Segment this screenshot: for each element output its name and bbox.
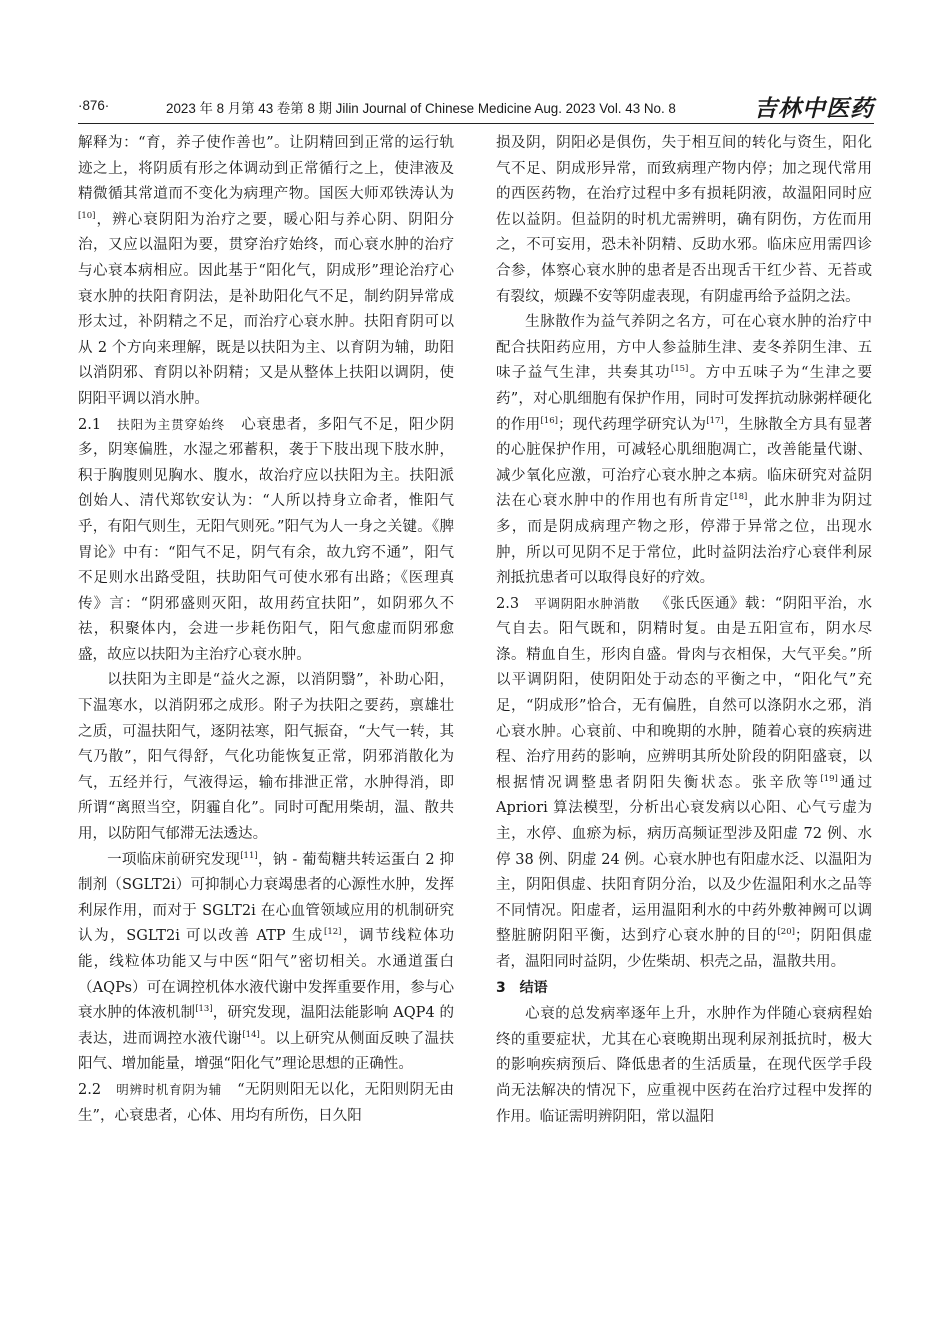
section-number: 2.3 [496, 594, 520, 612]
journal-logo: 吉林中医药 [754, 95, 874, 122]
section-title: 扶阳为主贯穿始终 [117, 416, 226, 432]
citation[interactable]: [13] [195, 1004, 213, 1015]
section-number: 2.1 [78, 415, 102, 433]
paragraph: 一项临床前研究发现[11]，钠 - 葡萄糖共转运蛋白 2 抑制剂（SGLT2i）可抑制心力衰竭患者的心源性水肿，发挥利尿作用，而对于 SGLT2i 在心血管领域应用的机制研究认为，SGLT2i 可以改善 ATP 生成[12]，调节线粒体功能，线粒体功能又与中医“阳气”密切相关。水通道蛋白（AQPs）可在调控机体水液代谢中发挥重要作用，参与心衰水肿的体液机制[13]，研究发现，温阳法能影响 AQP4 的表达，进而调控水液代谢[14]。以上研究从侧面反映了温扶阳气、增加能量，增强“阳化气”理论思想的正确性。 [78, 850, 455, 1073]
paragraph: 损及阴，阴阳必是俱伤，失于相互间的转化与资生，阳化气不足、阴成形异常，而致病理产物内停；加之现代常用的西医药物，在治疗过程中多有损耗阴液，故温阳同时应佐以益阴。但益阴的时机尤需辨明，确有阴伤，方佐而用之，不可妄用，恐未补阴精、反助水邪。临床应用需四诊合参，体察心衰水肿的患者是否出现舌干红少苔、无苔或有裂纹，烦躁不安等阴虚表现，有阴虚再给予益阴之法。 [496, 134, 872, 305]
section-2-1: 2.1 扶阳为主贯穿始终 心衰患者，多阳气不足，阳少阴多，阴寒偏胜，水湿之邪蓄积，袭于下肢出现下肢水肿，积于胸腹则见胸水、腹水，故治疗应以扶阳为主。扶阳派创始人、清代郑钦安认为：“人所以持身立命者，惟阳气乎，有阳气则生，无阳气则死。”阳气为人一身之关键。《脾胃论》中有：“阳气不足，阴气有余，故九窍不通”，阳气不足则水出路受阻，扶助阳气可使水邪有出路；《医理真传》言：“阴邪盛则灭阳，故用药宜扶阳”，如阴邪久不祛，积聚体内，会进一步耗伤阳气，阳气愈虚而阴邪愈盛，故应以扶阳为主治疗心衰水肿。 [78, 415, 455, 663]
journal-info: 2023 年 8 月第 43 卷第 8 期 Jilin Journal of Chinese Medicine Aug. 2023 Vol. 43 No. 8 [166, 101, 676, 116]
citation[interactable]: [20] [777, 927, 795, 938]
section-title: 平调阴阳水肿消散 [534, 595, 640, 611]
page-number: ·876· [78, 98, 110, 113]
citation[interactable]: [18] [729, 492, 748, 503]
section-2-3: 2.3 平调阴阳水肿消散 《张氏医通》载：“阴阳平治，水气自去。阳气既和，阴精时复。由是五阳宣布，阴水尽涤。精血自生，形肉自盛。骨肉与衣相保，大气平矣。”所以平调阴阳，使阴阳处于动态的平衡之中，“阳化气”充足，“阴成形”恰合，无有偏胜，自然可以涤阴水之邪，消心衰水肿。心衰前、中和晚期的水肿，随着心衰的疾病进程、治疗用药的影响，应辨明其所处阶段的阴阳盛衰，以根据情况调整患者阴阳失衡状态。张辛欣等[19]通过 Apriori 算法模型，分析出心衰发病以心阳、心气亏虚为主，水停、血瘀为标，病历高频证型涉及阳虚 72 例、水停 38 例、阴虚 24 例。心衰水肿也有阳虚水泛、以温阳为主，阴阳俱虚、扶阳育阴分治，以及少佐温阳利水之品等不同情况。阳虚者，运用温阳利水的中药外敷神阙可以调整脏腑阴阳平衡，达到疗心衰水肿的目的[20]；阴阳俱虚者，温阳同时益阴，少佐柴胡、枳壳之品，温散共用。 [496, 594, 873, 970]
section-title: 结语 [519, 979, 548, 996]
paragraph: 生脉散作为益气养阴之名方，可在心衰水肿的治疗中配合扶阳药应用，方中人参益肺生津、麦冬养阴生津、五味子益气生津，共奏其功[15]。方中五味子为“生津之要药”，对心肌细胞有保护作用，同时可发挥抗动脉粥样硬化的作用[16]；现代药理学研究认为[17]，生脉散全方具有显著的心脏保护作用，可减轻心肌细胞凋亡，改善能量代谢、减少氧化应激，可治疗心衰水肿之本病。临床研究对益阴法在心衰水肿中的作用也有所肯定[18]，此水肿非为阴过多，而是阴成病理产物之形，停滞于异常之位，出现水肿，所以可见阴不足于常位，此时益阴法治疗心衰伴利尿剂抵抗患者可以取得良好的疗效。 [496, 313, 873, 587]
citation[interactable]: [17] [706, 415, 724, 426]
citation[interactable]: [15] [670, 364, 689, 375]
citation[interactable]: [11] [240, 850, 258, 861]
citation[interactable]: [10] [78, 210, 96, 221]
page-header [78, 92, 874, 122]
section-title: 明辨时机育阴为辅 [116, 1081, 222, 1097]
section-number: 2.2 [78, 1080, 102, 1098]
header-rule [78, 123, 874, 124]
citation[interactable]: [14] [242, 1029, 260, 1040]
section-number: 3 [496, 979, 506, 996]
section-2-2: 2.2 明辨时机育阴为辅 “无阴则阳无以化，无阳则阴无由生”，心衰患者，心体、用均有所伤，日久阳 [78, 1080, 455, 1124]
citation[interactable]: [19] [820, 773, 838, 784]
paragraph: 心衰的总发病率逐年上升，水肿作为伴随心衰病程始终的重要症状，尤其在心衰晚期出现利尿剂抵抗时，极大的影响疾病预后、降低患者的生活质量，在现代医学手段尚无法解决的情况下，应重视中医药在治疗过程中发挥的作用。临证需明辨阴阳，常以温阳 [496, 1005, 872, 1125]
right-column [496, 130, 872, 1129]
left-column [78, 130, 454, 1128]
citation[interactable]: [12] [324, 927, 342, 938]
paragraph: 以扶阳为主即是“益火之源，以消阴翳”，补助心阳，下温寒水，以消阴邪之成形。附子为扶阳之要药，禀雄壮之质，可温扶阳气，逐阴祛寒，阳气振奋，“大气一转，其气乃散”，阳气得舒，气化功能恢复正常，阴邪消散化为气，五经并行，气液得运，输布排泄正常，水肿得消，即所谓“离照当空，阴霾自化”。同时可配用柴胡，温、散共用，以防阳气郁滞无法透达。 [78, 671, 454, 843]
section-3-heading [496, 975, 872, 1002]
citation[interactable]: [16] [540, 415, 558, 426]
paragraph: 解释为：“育，养子使作善也”。让阴精回到正常的运行轨迹之上，将阴质有形之体调动到正常循行之上，使津液及精微循其常道而不变化为病理产物。国医大师邓铁涛认为[10]，辨心衰阴阳为治疗之要，暖心阳与养心阴、阴阳分治，又应以温阳为要，贯穿治疗始终，而心衰水肿的治疗与心衰本病相应。因此基于“阳化气，阴成形”理论治疗心衰水肿的扶阳育阴法，是补助阳化气不足，制约阴异常成形太过，补阴精之不足，而治疗心衰水肿。扶阳育阴可以从 2 个方向来理解，既是以扶阳为主、以育阴为辅，助阳以消阴邪、育阴以补阴精；又是从整体上扶阳以调阴，使阴阳平调以消水肿。 [78, 134, 454, 407]
